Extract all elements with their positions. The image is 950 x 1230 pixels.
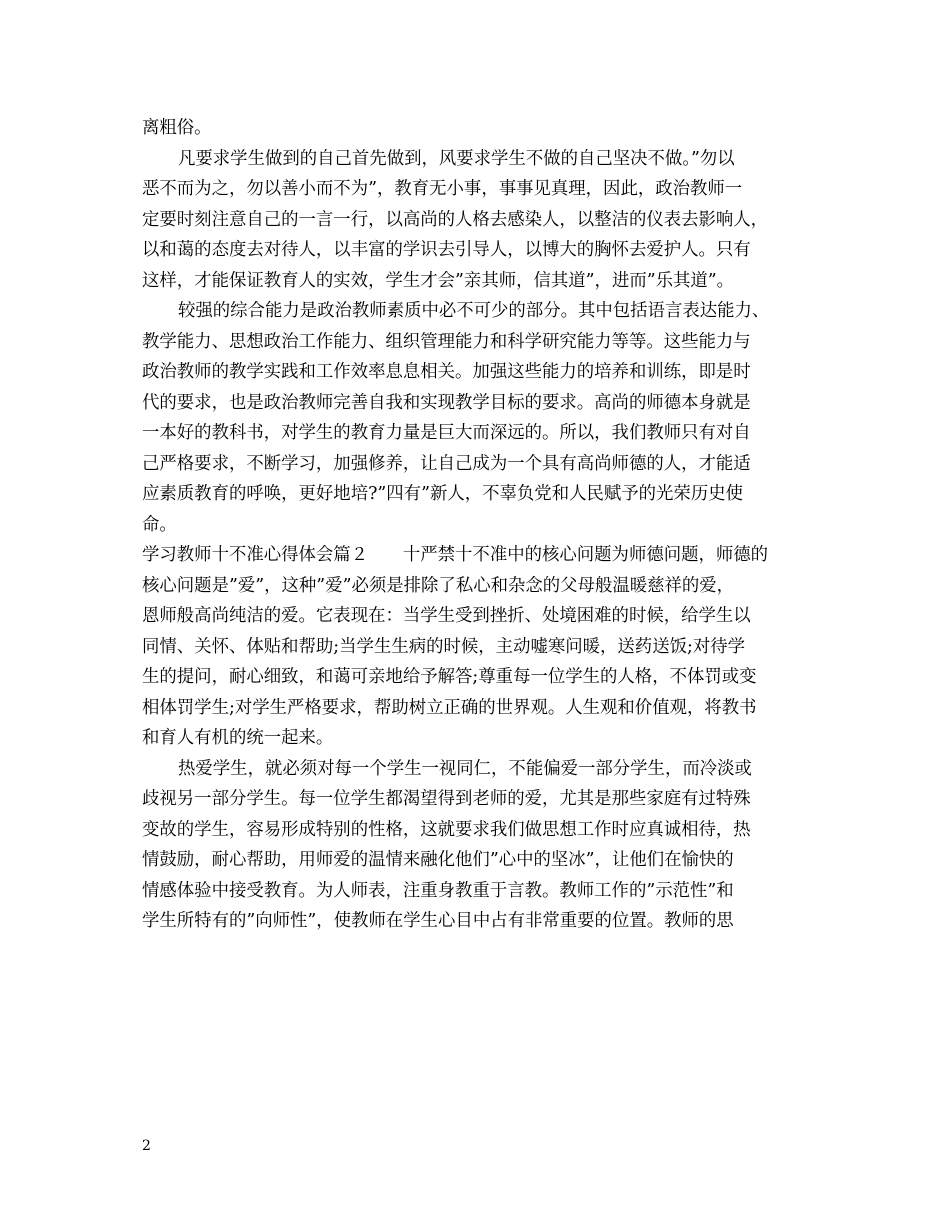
text-line: 定要时刻注意自己的一言一行，以高尚的人格去感染人，以整洁的仪表去影响人， bbox=[142, 209, 769, 230]
page-number: 2 bbox=[142, 1138, 151, 1154]
text-line: 生的提问，耐心细致，和蔼可亲地给予解答;尊重每一位学生的人格，不体罚或变 bbox=[142, 667, 757, 687]
text-line: 变故的学生，容易形成特别的性格，这就要求我们做思想工作时应真诚相待，热 bbox=[142, 819, 751, 840]
text-line: 以和蔼的态度去对待人，以丰富的学识去引导人，以博大的胸怀去爱护人。只有 bbox=[142, 240, 751, 260]
text-line: 恶不而为之，勿以善小而不为”，教育无小事，事事见真理，因此，政治教师一 bbox=[142, 179, 743, 199]
text-line: 代的要求，也是政治教师完善自我和实现教学目标的要求。高尚的师德本身就是 bbox=[142, 392, 751, 413]
text-line: 命。 bbox=[142, 514, 177, 535]
text-line: 教学能力、思想政治工作能力、组织管理能力和科学研究能力等等。这些能力与 bbox=[142, 331, 751, 352]
text-line: 同情、关怀、体贴和帮助;当学生生病的时候，主动嘘寒问暖，送药送饭;对待学 bbox=[142, 636, 746, 657]
text-line: 核心问题是”爱”，这种”爱”必须是排除了私心和杂念的父母般温暖慈祥的爱， bbox=[142, 575, 735, 596]
text-line: 学习教师十不准心得体会篇２ 十严禁十不准中的核心问题为师德问题，师德的 bbox=[142, 545, 769, 565]
text-line: 歧视另一部分学生。每一位学生都渴望得到老师的爱，尤其是那些家庭有过特殊 bbox=[142, 789, 751, 809]
text-line: 己严格要求，不断学习，加强修养，让自己成为一个具有高尚师德的人，才能适 bbox=[142, 453, 751, 474]
text-line: 相体罚学生;对学生严格要求，帮助树立正确的世界观。人生观和价值观，将教书 bbox=[142, 697, 757, 718]
text-line: 热爱学生，就必须对每一个学生一视同仁，不能偏爱一部分学生，而冷淡或 bbox=[178, 758, 752, 779]
text-line: 较强的综合能力是政治教师素质中必不可少的部分。其中包括语言表达能力、 bbox=[178, 301, 770, 321]
text-line: 恩师般高尚纯洁的爱。它表现在：当学生受到挫折、处境困难的时候，给学生以 bbox=[142, 606, 751, 626]
text-line: 情感体验中接受教育。为人师表，注重身教重于言教。教师工作的”示范性”和 bbox=[142, 880, 734, 901]
text-line: 离粗俗。 bbox=[142, 118, 212, 138]
text-line: 和育人有机的统一起来。 bbox=[142, 728, 334, 748]
text-line: 政治教师的教学实践和工作效率息息相关。加强这些能力的培养和训练，即是时 bbox=[142, 362, 751, 382]
text-line: 这样，才能保证教育人的实效，学生才会”亲其师，信其道”，进而”乐其道”。 bbox=[142, 270, 735, 291]
text-line: 情鼓励，耐心帮助，用师爱的温情来融化他们”心中的坚冰”，让他们在愉快的 bbox=[142, 850, 734, 870]
body-text bbox=[142, 113, 832, 937]
text-line: 学生所特有的”向师性”，使教师在学生心目中占有非常重要的位置。教师的思 bbox=[142, 911, 734, 931]
text-line: 应素质教育的呼唤，更好地培?”四有”新人，不辜负党和人民赋予的光荣历史使 bbox=[142, 484, 743, 504]
text-line: 凡要求学生做到的自己首先做到，风要求学生不做的自己坚决不做。”勿以 bbox=[178, 148, 735, 169]
text-line: 一本好的教科书，对学生的教育力量是巨大而深远的。所以，我们教师只有对自 bbox=[142, 423, 751, 443]
